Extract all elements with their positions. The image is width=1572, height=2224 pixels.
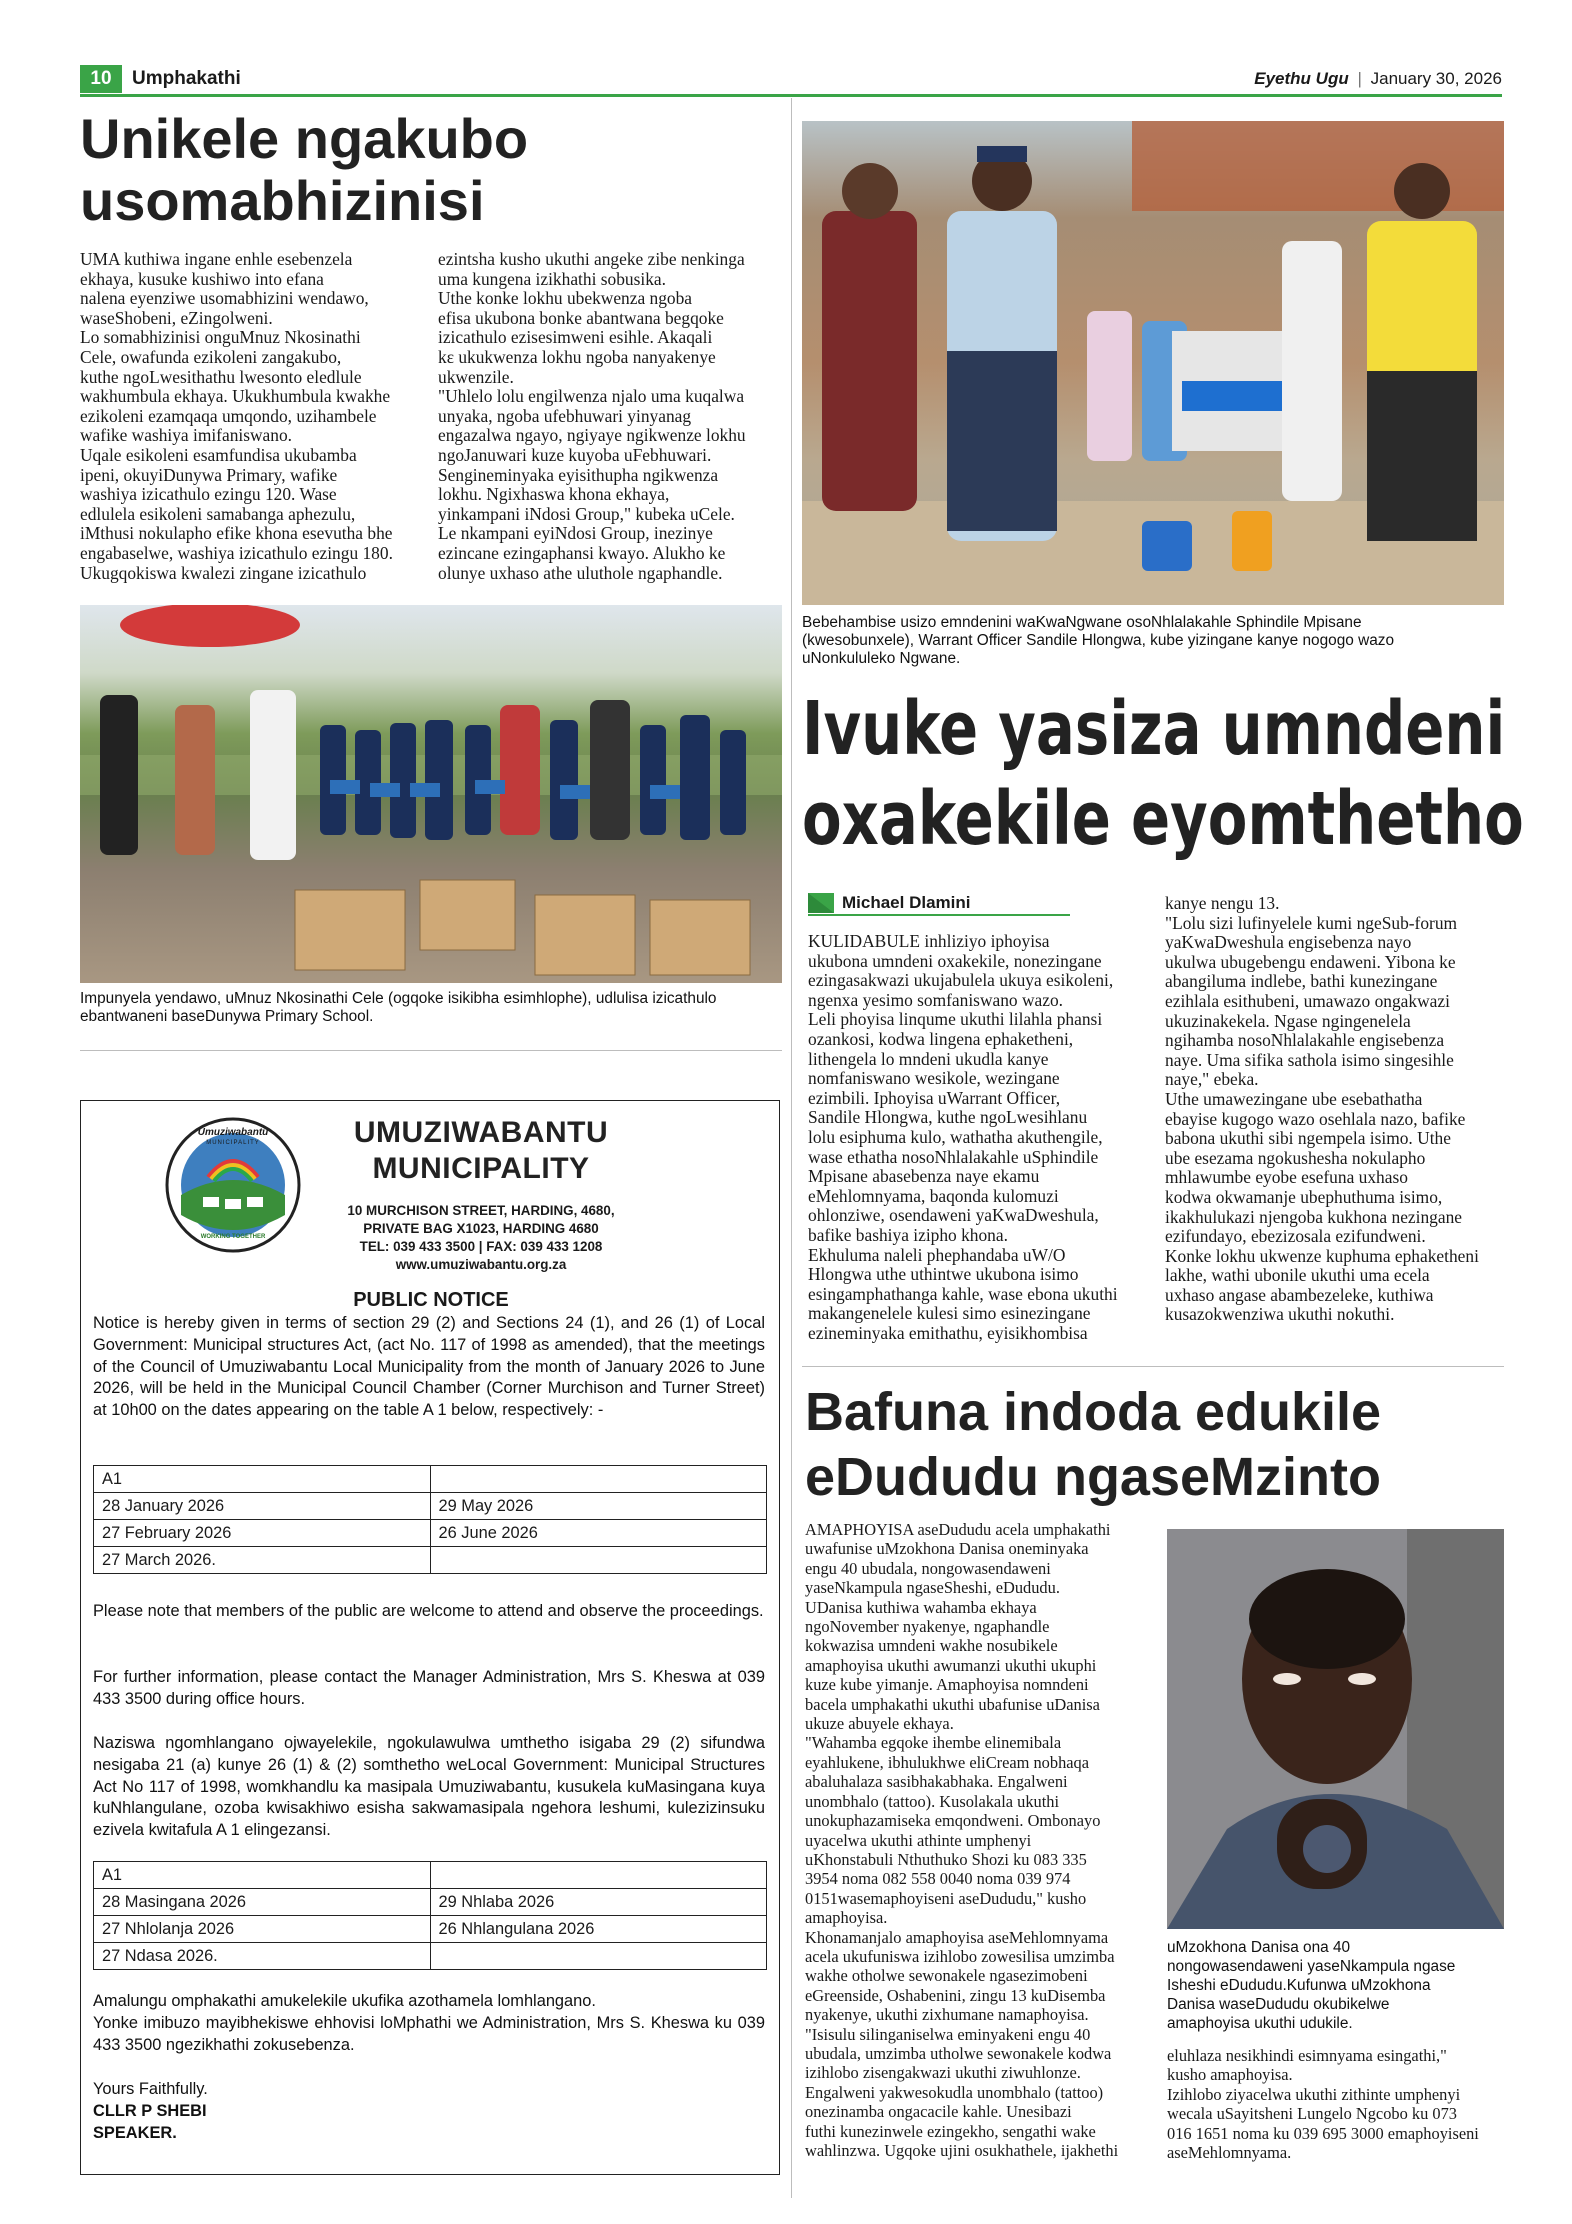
logo-text-bottom: WORKING TOGETHER — [200, 1234, 266, 1240]
story3-text: ubudala, umzimba utholwe sewonakele kodwa — [805, 2043, 1112, 2063]
column-divider — [791, 98, 792, 2198]
table-header-empty — [430, 1466, 767, 1493]
address-line: www.umuziwabantu.org.za — [395, 1257, 567, 1272]
story2-text: lakhe, wathi ubonile ukuthi uma ecela — [1165, 1265, 1430, 1286]
table-row — [94, 1520, 767, 1547]
story3-text: 3954 noma 082 558 0040 noma 039 974 — [805, 1869, 1071, 1889]
byline — [808, 893, 1070, 917]
story2-text: Ekhuluma naleli phephandaba uW/O — [808, 1244, 1066, 1265]
story1-text: UMA kuthiwa ingane enhle esebenzela — [80, 249, 353, 269]
story1-text: olunye uxhaso athe uluthole ngaphandle. — [438, 562, 723, 583]
story3-headline-line2: eDududu ngaseMzinto — [805, 1447, 1381, 1507]
story2-headline-line1: Ivuke yasiza umndeni — [802, 686, 1506, 772]
story2-text: lithengela lo mndeni ukudla kanye — [808, 1048, 1049, 1069]
story1-text: ezincane ezingaphansi kwayo. Alukho ke — [438, 542, 726, 563]
school-photo-illustration — [80, 605, 782, 983]
story1-text: edlulela esikoleni samabanga aphezulu, — [80, 503, 356, 524]
story3-text: "Wahamba egqoke ihembe elinemibala — [805, 1733, 1062, 1753]
story1-text: Le nkampani eyiNdosi Group, inezinye — [438, 523, 713, 544]
story2-text: ezingasakwazi ukujabulela ukuya esikoleni, — [808, 970, 1114, 991]
story3-headline-line1: Bafuna indoda edukile — [805, 1382, 1382, 1442]
meeting-dates-table-zulu — [93, 1861, 767, 1970]
story2-text: naye. Uma sifika sathola isimo singesihle — [1165, 1049, 1454, 1070]
story3-text: eyahlukene, ibhulukhwe eliCream nobhaqa — [805, 1752, 1090, 1772]
story3-text: izihlobo zisengakwazi ukuthi ziwuhlonze. — [805, 2063, 1081, 2083]
table-row — [94, 1943, 767, 1970]
caption-line: uNonkululeko Ngwane. — [802, 650, 961, 667]
story3-text: nyakenye, ukuthi zixhumane namaphoyisa. — [805, 2005, 1089, 2025]
school-photo-caption — [80, 990, 782, 1026]
caption-line: amaphoyisa ukuthi udukile. — [1167, 2015, 1353, 2032]
story1-headline-line1: Unikele ngakubo — [80, 107, 529, 170]
story1-text: ezintsha kusho ukuthi angeke zibe nenkinga — [438, 249, 745, 269]
story3-text: UDanisa kuthiwa wahamba ekhaya — [805, 1597, 1037, 1617]
story3-text: eGreenside, Oshabenini, zingu 13 kuDisemba — [805, 1985, 1106, 2005]
story1-text: wakhumbula ekhaya. Ukukhumbula kwakhe — [80, 386, 391, 407]
story2-text: nomfaniswano wesikole, wezingane — [808, 1068, 1060, 1089]
story2-text: yaKwaDweshula engisebenza nayo — [1165, 932, 1412, 953]
table-row — [94, 1493, 767, 1520]
story3-text: abaluhalaza sasibhakabhaka. Engalweni — [805, 1772, 1068, 1792]
notice-closing: Yours Faithfully. — [93, 2080, 208, 2098]
story2-text: ohlonziwe, osendaweni yaKwaDweshula, — [808, 1205, 1099, 1226]
story1-text: izicathulo ezisesimweni esihle. Akaqali — [438, 327, 713, 348]
story3-text: 016 1651 noma ku 039 695 3000 emaphoyiseni — [1167, 2123, 1479, 2143]
notice-zulu-info: Yonke imibuzo mayibhekiswe ehhovisi loMphathi we Administration, Mrs S. Kheswa ku 039 433 3500 ngezikhathi zokusebenza. — [93, 2014, 765, 2054]
caption-line: ebantwaneni baseDunywa Primary School. — [80, 1008, 374, 1025]
story3-text: wecala uSayitsheni Lungelo Ngcobo ku 073 — [1167, 2104, 1457, 2124]
story3-text: unokuphazamiseka emqondweni. Ombonayo — [805, 1811, 1101, 1831]
story2-col2 — [1165, 894, 1505, 1325]
notice-intro: Notice is hereby given in terms of section 29 (2) and Sections 24 (1), and 26 (1) of Local Government: Municipal structures Act, (act No. 117 of 1998 as amended), that the meetings of the Council of Umuziwabantu Local Municipality from the month of January 2026 to June 2026, will be held in the Municipal Council Chamber (Corner Murchison and Turner Street) at 10h00 on the dates appearing on the table A 1 below, respectively: - — [93, 1314, 765, 1420]
org-address — [321, 1202, 641, 1274]
caption-line: nongowasendaweni yaseNkampula ngase — [1167, 1958, 1456, 1975]
table-cell: 26 June 2026 — [430, 1520, 767, 1547]
story2-text: bafike bashiya izipho khona. — [808, 1224, 1008, 1245]
story1-text: Uthe konke lokhu ubekwenza ngoba — [438, 288, 693, 309]
meeting-dates-table — [93, 1465, 767, 1574]
address-line: 10 MURCHISON STREET, HARDING, 4680, — [347, 1203, 615, 1218]
story1-text: engabaselwe, washiya izicathulo ezingu 180. — [80, 542, 393, 563]
public-notice-box — [80, 1100, 780, 2175]
notice-signatory-title: SPEAKER. — [93, 2124, 177, 2142]
missing-man-illustration — [1167, 1529, 1504, 1929]
story2-text: ukubona umndeni oxakekile, nonezingane — [808, 950, 1102, 971]
story1-text: nalena eyenziwe usomabhizini wendawo, — [80, 288, 369, 309]
caption-line: Isheshi eDududu.Kufunwa uMzokhona — [1167, 1977, 1431, 1994]
story2-text: Mpisane abasebenza naye ekamu — [808, 1166, 1040, 1187]
story2-text: uxhaso angase abambezeleke, kuthiwa — [1165, 1284, 1434, 1305]
table-cell: 29 May 2026 — [430, 1493, 767, 1520]
table-cell: 27 February 2026 — [94, 1520, 431, 1547]
story1-text: washiya izicathulo ezingu 120. Wase — [80, 484, 337, 505]
story3-col2 — [1167, 2046, 1504, 2162]
logo-text-sub: MUNICIPALITY — [206, 1140, 260, 1146]
byline-author: Michael Dlamini — [842, 893, 971, 912]
story1-text: iMthusi nokulapho efike khona esevutha bhe — [80, 523, 393, 544]
story2-text: babona ukuthi sibi ngempela isimo. Uthe — [1165, 1128, 1451, 1149]
caption-line: uMzokhona Danisa ona 40 — [1167, 1939, 1351, 1956]
story3-text: acela ukufuniswa izihlobo zowesilisa umzimba — [805, 1946, 1115, 1966]
table-cell: 28 January 2026 — [94, 1493, 431, 1520]
story3-text: kuze kube yimanje. Amaphoyisa nomndeni — [805, 1675, 1089, 1695]
address-line: PRIVATE BAG X1023, HARDING 4680 — [363, 1221, 599, 1236]
story3-text: Engalweni yakwesokudla unombhalo (tattoo) — [805, 2082, 1104, 2102]
notice-zulu-welcome: Amalungu omphakathi amukelekile ukufika azothamela lomhlangano. — [93, 1992, 596, 2010]
table-header-empty — [430, 1862, 767, 1889]
org-name-line1: UMUZIWABANTU — [353, 1116, 609, 1149]
table-header: A1 — [94, 1466, 431, 1493]
story1-text: ukwenzile. — [438, 366, 514, 387]
story2-text: ezineminyaka emithathu, eyisikhombisa — [808, 1322, 1088, 1343]
story2-text: mhlawumbe eyobe esefuna uxhaso — [1165, 1167, 1408, 1188]
caption-line: Danisa waseDududu okubikelwe — [1167, 1996, 1390, 2013]
story3-text: eluhlaza nesikhindi esimnyama esingathi," — [1167, 2046, 1447, 2065]
story1-text: efisa ukubona bonke abantwana begqoke — [438, 307, 724, 328]
story2-text: KULIDABULE inhliziyo iphoyisa — [808, 931, 1050, 951]
table-cell: 27 March 2026. — [94, 1547, 431, 1574]
story3-text: Khonamanjalo amaphoyisa aseMehlomnyama — [805, 1927, 1109, 1947]
story1-text: ngoJanuwari kuze kuyoba uFebhuwari. — [438, 444, 712, 465]
caption-line: Impunyela yendawo, uMnuz Nkosinathi Cele (ogqoke isikibha esimhlophe), udlulisa izicathulo — [80, 990, 717, 1007]
story1-text: Cele, owafunda ezikoleni zangakubo, — [80, 346, 342, 367]
story1-text: kε ukukwenza lokhu ngoba nanyakenye — [438, 346, 716, 367]
story1-col1 — [80, 250, 425, 583]
story2-text: wase ethatha nosoNhlalakahle uSphindile — [808, 1146, 1099, 1167]
org-name — [321, 1115, 641, 1187]
page-number: 10 — [80, 65, 122, 93]
story1-text: ekhaya, kusuke kushiwo into efana — [80, 268, 324, 289]
story3-text: "Isisulu silinganiselwa eminyakeni engu 40 — [805, 2024, 1091, 2044]
story3-text: 0151wasemaphoyiseni aseDududu," kusho — [805, 1888, 1087, 1908]
table-row — [94, 1547, 767, 1574]
publication-name: Eyethu Ugu — [1254, 69, 1349, 88]
story1-text: Sengineminyaka eyisithupha ngikwenza — [438, 464, 719, 485]
notice-signatory: CLLR P SHEBI — [93, 2102, 207, 2120]
story1-col2 — [438, 250, 783, 583]
header-rule — [80, 94, 1502, 97]
story2-text: makangenelele kulesi simo esinezingane — [808, 1303, 1091, 1324]
story3-text: ukuze abuyele ekhaya. — [805, 1714, 954, 1734]
story1-text: Uqale esikoleni esamfundisa ukubamba — [80, 444, 357, 465]
story3-text: Izihlobo ziyacelwa ukuthi zithinte umphenyi — [1167, 2084, 1461, 2104]
story3-text: bacela umphakathi ukuthi ubafunise uDanisa — [805, 1694, 1100, 1714]
story1-text: "Uhlelo lolu engilwenza njalo uma kuqalwa — [438, 386, 745, 407]
story2-text: kodwa okwamanje ubephuthuma isimo, — [1165, 1186, 1443, 1207]
story3-text: uwafunise uMzokhona Danisa oneminyaka — [805, 1539, 1089, 1559]
table-cell — [430, 1547, 767, 1574]
story2-text: lolu esiphuma kulo, wathatha akuthengile, — [808, 1126, 1103, 1147]
notice-public-welcome: Please note that members of the public are welcome to attend and observe the proceedings. — [93, 1602, 764, 1620]
story2-text: naye," ebeka. — [1165, 1069, 1259, 1090]
story2-headline — [802, 684, 1524, 864]
story3-text: onezinamba ongacacile kahle. Unesibazi — [805, 2102, 1072, 2122]
story1-text: engazalwa ngayo, ngiyaye ngikwenze lokhu — [438, 425, 746, 446]
notice-zulu-intro: Naziswa ngomhlangano ojwayelekile, ngokulawulwa umthetho isigaba 29 (2) sifundwa nesigaba 21 (a) kunye 26 (1) & (2) somthetho weLocal Government: Municipal Structures Act No 117 of 1998, womkhandlu ka masipala Umuziwabantu, kusukela kuMasingana kuya kuNhlangulane, ozoba kwisakhiwo esisha sakwamasipala ngehora leshumi, kulezizinsuku ezivela kwitafula A 1 elingezansi. — [93, 1734, 765, 1840]
police-photo-illustration — [802, 121, 1504, 605]
story1-text: unyaka, ngoba ufebhuwari yinyanag — [438, 405, 692, 426]
story2-end-rule — [802, 1366, 1504, 1367]
story2-text: Hlongwa uthe uthintwe ukubona isimo — [808, 1264, 1079, 1285]
story3-text: futhi kunezinwele ezingekho, sengathi wake — [805, 2121, 1096, 2141]
story1-text: Lo somabhizinisi onguMnuz Nkosinathi — [80, 327, 361, 348]
section-name: Umphakathi — [132, 68, 241, 89]
story3-headline — [805, 1380, 1507, 1510]
story3-text: aseMehlomnyama. — [1167, 2143, 1292, 2163]
story2-col1 — [808, 932, 1153, 1343]
story3-text: kokwazisa umndeni wakhe nosubikele — [805, 1636, 1058, 1656]
story2-text: ikakhulukazi njengoba kukhona nezingane — [1165, 1206, 1462, 1227]
table-cell: 26 Nhlangulana 2026 — [430, 1916, 767, 1943]
story1-end-rule — [80, 1050, 782, 1051]
story3-text: yaseNkampula ngaseSheshi, eDududu. — [805, 1578, 1060, 1598]
caption-line: Bebehambise usizo emndenini waKwaNgwane osoNhlalakahle Sphindile Mpisane — [802, 614, 1362, 631]
story2-text: ngenxa yesimo somfaniswano wazo. — [808, 989, 1064, 1010]
story2-text: ezihlala esithubeni, umawazo ongakwazi — [1165, 990, 1450, 1011]
issue-date: January 30, 2026 — [1370, 69, 1502, 88]
story3-text: AMAPHOYISA aseDududu acela umphakathi — [805, 1520, 1111, 1539]
police-donation-photo — [802, 121, 1504, 605]
story3-text: engu 40 ubudala, nongowasendaweni — [805, 1558, 1051, 1578]
story1-text: uma kungena izikhathi sobusika. — [438, 268, 666, 289]
story1-text: yinkampani iNdosi Group," kubeka uCele. — [438, 503, 735, 524]
story3-text: uKhonstabuli Nthuthuko Shozi ku 083 335 — [805, 1849, 1087, 1869]
story2-text: ezifundayo, ebezizosala ezifundweni. — [1165, 1226, 1426, 1247]
notice-title: PUBLIC NOTICE — [353, 1289, 509, 1311]
story1-text: ezikoleni ezamqaqa umqondo, uzihambele — [80, 405, 377, 426]
table-cell: 27 Nhlolanja 2026 — [94, 1916, 431, 1943]
masthead-separator: | — [1357, 69, 1362, 88]
story2-text: abangiluma indlebe, bathi kunezingane — [1165, 971, 1438, 992]
story2-text: ezimbili. Iphoyisa uWarrant Officer, — [808, 1087, 1061, 1108]
story1-text: ipeni, okuyiDunywa Primary, wafike — [80, 464, 338, 485]
story1-text: waseShobeni, eZingolweni. — [80, 307, 273, 328]
story2-text: Uthe umawezingane ube esebathatha — [1165, 1088, 1423, 1109]
story2-text: ozankosi, kodwa lingena ephaketheni, — [808, 1028, 1074, 1049]
story2-text: ube esezama ngokushesha nokulapho — [1165, 1147, 1426, 1168]
masthead — [1254, 65, 1502, 93]
story2-text: Sandile Hlongwa, kuthe ngoLwesihlanu — [808, 1107, 1088, 1128]
story2-text: ukuzinakekela. Ngase ngingenelela — [1165, 1010, 1411, 1031]
story3-text: kusho amaphoyisa. — [1167, 2065, 1293, 2085]
story2-text: eMehlomnyama, baqonda kulomuzi — [808, 1185, 1059, 1206]
notice-further-info: For further information, please contact the Manager Administration, Mrs S. Kheswa at 039 433 3500 during office hours. — [93, 1668, 765, 1708]
missing-man-caption — [1167, 1938, 1504, 2033]
address-line: TEL: 039 433 3500 | FAX: 039 433 1208 — [359, 1239, 603, 1254]
story3-text: amaphoyisa ukuthi awumanzi ukuthi ukuphi — [805, 1655, 1097, 1675]
story3-text: wahlinzwa. Ugqoke ujini osukhathele, ijakhethi — [805, 2141, 1119, 2160]
table-header: A1 — [94, 1862, 431, 1889]
story3-text: uyacelwa ukuthi athinte umphenyi — [805, 1830, 1032, 1850]
table-cell: 29 Nhlaba 2026 — [430, 1889, 767, 1916]
story3-col1 — [805, 1520, 1160, 2160]
org-name-line2: MUNICIPALITY — [372, 1152, 590, 1185]
story1-text: kuthe ngoLwesithathu lwesonto eledlule — [80, 366, 362, 387]
story2-text: ukulwa ubugebengu endaweni. Yibona ke — [1165, 951, 1456, 972]
caption-line: (kwesobunxele), Warrant Officer Sandile Hlongwa, kube yizingane kanye nogogo wazo — [802, 632, 1395, 649]
story1-text: Ukugqokiswa kwalezi zingane izicathulo — [80, 562, 367, 583]
story1-headline — [80, 108, 780, 232]
story2-text: kanye nengu 13. — [1165, 893, 1280, 913]
missing-man-photo — [1167, 1529, 1504, 1929]
story2-text: "Lolu sizi lufinyelele kumi ngeSub-forum — [1165, 912, 1458, 933]
story3-text: wakhe otholwe sewonakele ngasezimobeni — [805, 1966, 1088, 1986]
table-cell: 27 Ndasa 2026. — [94, 1943, 431, 1970]
school-shoes-photo — [80, 605, 782, 983]
table-row — [94, 1916, 767, 1943]
story1-headline-line2: usomabhizinisi — [80, 169, 485, 232]
table-cell: 28 Masingana 2026 — [94, 1889, 431, 1916]
story1-text: wafike washiya imifaniswano. — [80, 425, 293, 446]
story2-text: kusazokwenziwa ukuthi nokuthi. — [1165, 1304, 1395, 1325]
table-row — [94, 1889, 767, 1916]
story2-text: ngihamba nosoNhlalakahle engisebenza — [1165, 1030, 1445, 1051]
story2-text: esingamphathanga kahle, wase ebona ukuthi — [808, 1283, 1118, 1304]
story2-text: Leli phoyisa linqume ukuthi lilahla phansi — [808, 1009, 1103, 1030]
police-photo-caption — [802, 614, 1504, 668]
logo-text-top: Umuziwabantu — [197, 1127, 269, 1138]
story2-text: Konke lokhu ukwenze kuphuma ephaketheni — [1165, 1245, 1479, 1266]
story2-text: ebayise kugogo wazo osehlala nazo, bafike — [1165, 1108, 1466, 1129]
story3-text: ngoNovember nyakenye, ngaphandle — [805, 1617, 1050, 1637]
table-cell — [430, 1943, 767, 1970]
story3-text: amaphoyisa. — [805, 1908, 888, 1928]
story2-headline-line2: oxakekile eyomthetho — [802, 776, 1524, 862]
story3-text: unombhalo (tattoo). Kusolakala ukuthi — [805, 1791, 1060, 1811]
story1-text: lokhu. Ngixhaswa khona ekhaya, — [438, 484, 670, 505]
